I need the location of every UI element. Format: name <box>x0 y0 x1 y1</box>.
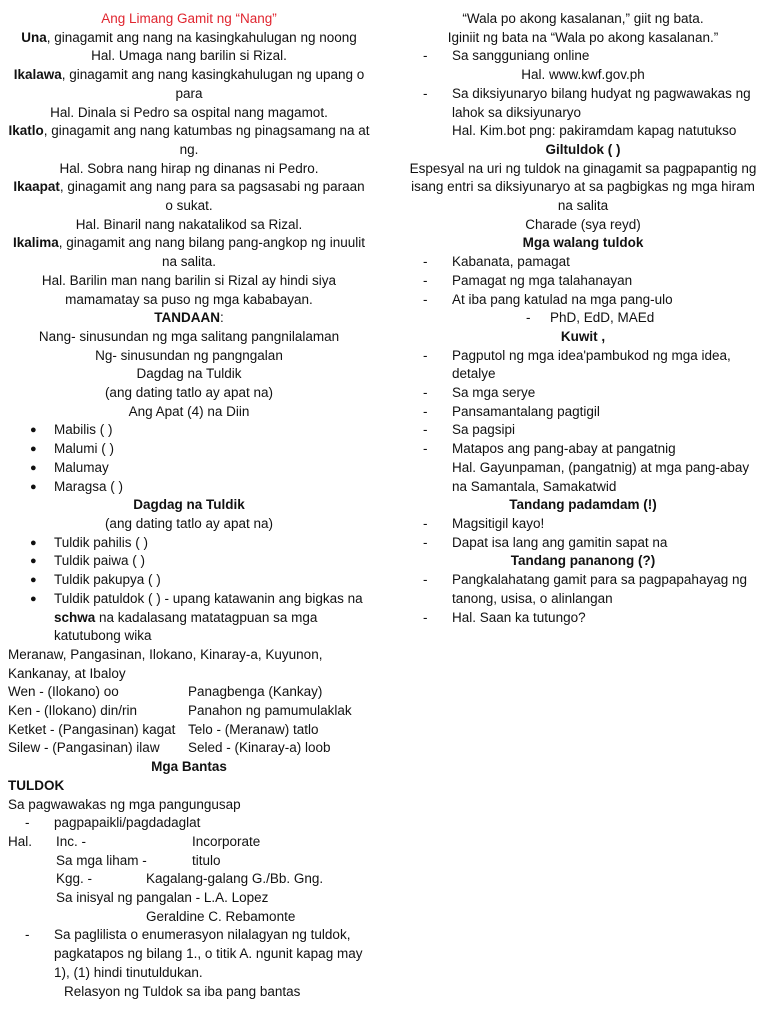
gamit-example: Hal. Dinala si Pedro sa ospital nang magamot. <box>50 104 328 120</box>
bullet-icon: ● <box>30 592 37 605</box>
dash-icon: - <box>423 385 428 401</box>
list-item: - Pagputol ng mga idea'pambukod ng mga idea, detalye <box>423 347 731 382</box>
pananong-heading: Tandang pananong (?) <box>510 553 656 569</box>
halimbawa-row: Geraldine C. Rebamonte <box>146 908 296 924</box>
list-item: - Pamagat ng mga talahanayan <box>406 272 760 291</box>
bantas-heading: Mga Bantas <box>151 759 227 775</box>
gamit-example: Hal. Barilin man nang barilin si Rizal ay hindi siya mamamatay sa puso ng mga kababayan. <box>41 272 337 307</box>
dagdag-heading-bold: Dagdag na Tuldik <box>133 497 245 513</box>
padamdam-heading: Tandang padamdam (!) <box>509 497 657 513</box>
example-line: Hal. Kim.bot png: pakiramdam kapag natutukso <box>452 123 737 139</box>
dash-icon: - <box>25 815 30 831</box>
dash-icon: - <box>423 534 428 550</box>
halimbawa-row: Sa inisyal ng pangalan - L.A. Lopez <box>56 890 269 906</box>
word-pair-row: Ketket - (Pangasinan) kagat Telo - (Meranaw) tatlo <box>8 721 319 737</box>
list-item: - Pansamantalang pagtigil <box>406 403 760 422</box>
bullet-icon: ● <box>30 480 37 493</box>
wika-list: Meranaw, Pangasinan, Ilokano, Kinaray-a, Kuyunon, Kankanay, at Ibaloy <box>8 646 323 681</box>
dash-icon: - <box>423 347 428 363</box>
dash-icon: - <box>423 572 428 588</box>
dagdag-heading: Dagdag na Tuldik <box>136 366 242 382</box>
kuwit-heading: Kuwit , <box>560 328 606 344</box>
bullet-icon: ● <box>30 443 37 456</box>
list-item: - Kabanata, pamagat <box>406 253 760 272</box>
dash-icon: - <box>423 403 428 419</box>
word-pair-row: Wen - (Ilokano) oo Panagbenga (Kankay) <box>8 684 323 700</box>
gamit-item-5 <box>8 234 370 271</box>
halimbawa-row: Kgg. - Kagalang-galang G./Bb. Gng. <box>56 871 324 887</box>
relasyon-line: Relasyon ng Tuldok sa iba pang bantas <box>64 983 301 999</box>
quote-example: Iginiit ng bata na “Wala po akong kasalanan.” <box>447 29 719 45</box>
gamit-key: Ikalima <box>12 235 59 251</box>
list-item: - Hal. Saan ka tutungo? <box>406 609 760 628</box>
bullet-icon: ● <box>30 536 37 549</box>
list-item: ● Tuldik pahilis ( ) <box>8 534 370 553</box>
bullet-icon: ● <box>30 555 37 568</box>
example-line: Hal. www.kwf.gov.ph <box>521 67 645 83</box>
dagdag-subtitle: (ang dating tatlo ay apat na) <box>104 385 274 401</box>
word-pair-row: Ken - (Ilokano) din/rin Panahon ng pamumulaklak <box>8 703 352 719</box>
list-item: - Sa pagsipi <box>406 421 760 440</box>
giltuldok-heading: Giltuldok ( ) <box>545 141 621 157</box>
list-item: - Dapat isa lang ang gamitin sapat na <box>406 534 760 553</box>
list-item: ● Mabilis ( ) <box>8 421 370 440</box>
gamit-text: , ginagamit ang nang na kasingkahulugan ng noong <box>46 29 357 45</box>
section-title: Ang Limang Gamit ng “Nang” <box>101 11 277 26</box>
list-item: ● Tuldik paiwa ( ) <box>8 552 370 571</box>
gamit-example: Hal. Sobra nang hirap ng dinanas ni Pedro. <box>59 160 319 176</box>
list-item: - Matapos ang pang-abay at pangatnig <box>406 440 760 459</box>
gamit-item-1 <box>8 29 370 48</box>
list-item: - PhD, EdD, MAEd <box>406 309 760 328</box>
gamit-text: , ginagamit ang nang para sa pagsasabi ng paraan o sukat. <box>59 179 365 214</box>
dash-icon: - <box>25 927 30 943</box>
list-item: - At iba pang katulad na mga pang-ulo <box>406 291 760 310</box>
gamit-item-2 <box>8 66 370 103</box>
word-pair-row: Silew - (Pangasinan) ilaw Seled - (Kinaray-a) loob <box>8 740 331 756</box>
dagdag-subtitle: (ang dating tatlo ay apat na) <box>104 515 274 531</box>
apat-heading: Ang Apat (4) na Diin <box>128 403 250 419</box>
tandaan-heading: TANDAAN: <box>154 310 224 326</box>
dash-icon: - <box>423 515 428 531</box>
left-column <box>8 10 370 1001</box>
tuldok-description: Sa pagwawakas ng mga pangungusap <box>8 796 241 812</box>
dash-icon: - <box>423 441 428 457</box>
list-item: ● Tuldik patuldok ( ) - upang katawanin ang bigkas na schwa na kadalasang matatagpuan sa mga katutubong wika <box>30 590 363 644</box>
gamit-text: , ginagamit ang nang katumbas ng pinagsamang na at ng. <box>43 123 370 157</box>
quote-example: “Wala po akong kasalanan,” giit ng bata. <box>462 11 704 26</box>
dash-icon: - <box>423 254 428 270</box>
gamit-key: Ikatlo <box>8 123 44 139</box>
gamit-key: Ikalawa <box>13 67 62 83</box>
dash-icon: - <box>423 291 428 307</box>
list-item: - Pangkalahatang gamit para sa pagpapahayag ng tanong, usisa, o alinlangan <box>423 572 747 606</box>
dash-icon: - <box>423 422 428 438</box>
list-item: ● Malumi ( ) <box>8 440 370 459</box>
list-item: - pagpapaikli/pagdadaglat <box>8 814 370 833</box>
gamit-example: Hal. Binaril nang nakatalikod sa Rizal. <box>75 216 303 232</box>
tuldok-heading: TULDOK <box>8 777 65 793</box>
walang-tuldok-heading: Mga walang tuldok <box>522 235 644 251</box>
right-column <box>406 10 760 627</box>
gamit-item-4 <box>8 178 370 215</box>
list-item: - Sa diksiyunaryo bilang hudyat ng pagwawakas ng lahok sa diksiyunaryo <box>423 85 751 120</box>
list-item: - Sa paglilista o enumerasyon nilalagyan ng tuldok, pagkatapos ng bilang 1., o titik A. ngunit kapag may 1), (1) hindi tinutuldukan. <box>25 927 363 980</box>
dash-icon: - <box>526 310 531 326</box>
list-item: - Magsitigil kayo! <box>406 515 760 534</box>
bullet-icon: ● <box>30 461 37 474</box>
dash-icon: - <box>423 272 428 288</box>
gamit-key: Una <box>21 29 47 45</box>
gamit-example: Hal. Umaga nang barilin si Rizal. <box>91 48 287 64</box>
dash-icon: - <box>423 609 428 625</box>
list-item: ● Maragsa ( ) <box>8 478 370 497</box>
list-item: ● Malumay <box>8 459 370 478</box>
list-item: ● Tuldik pakupya ( ) <box>8 571 370 590</box>
gamit-item-3 <box>8 122 370 159</box>
tandaan-line: Ng- sinusundan ng pangngalan <box>95 347 283 363</box>
dash-icon: - <box>423 48 428 64</box>
bullet-icon: ● <box>30 574 37 587</box>
gamit-text: , ginagamit ang nang kasingkahulugan ng upang o para <box>61 67 365 101</box>
charade-example: Charade (sya reyd) <box>525 216 641 232</box>
tandaan-line: Nang- sinusundan ng mga salitang pangnilalaman <box>38 328 340 344</box>
example-line: Hal. Gayunpaman, (pangatnig) at mga pang-abay na Samantala, Samakatwid <box>452 459 750 494</box>
halimbawa-row: Sa mga liham - titulo <box>56 852 221 868</box>
list-item: - Sa sangguniang online <box>406 47 760 66</box>
list-item: - Sa mga serye <box>406 384 760 403</box>
gamit-text: , ginagamit ang nang bilang pang-angkop ng inuulit na salita. <box>58 235 366 270</box>
giltuldok-description: Espesyal na uri ng tuldok na ginagamit sa pagpapantig ng isang entri sa diksiyunaryo at sa pagbigkas ng mga hiram na salita <box>409 160 757 214</box>
gamit-key: Ikaapat <box>13 179 60 195</box>
dash-icon: - <box>423 85 428 101</box>
halimbawa-row: Hal. Inc. - Incorporate <box>8 833 261 849</box>
bullet-icon: ● <box>30 424 37 437</box>
